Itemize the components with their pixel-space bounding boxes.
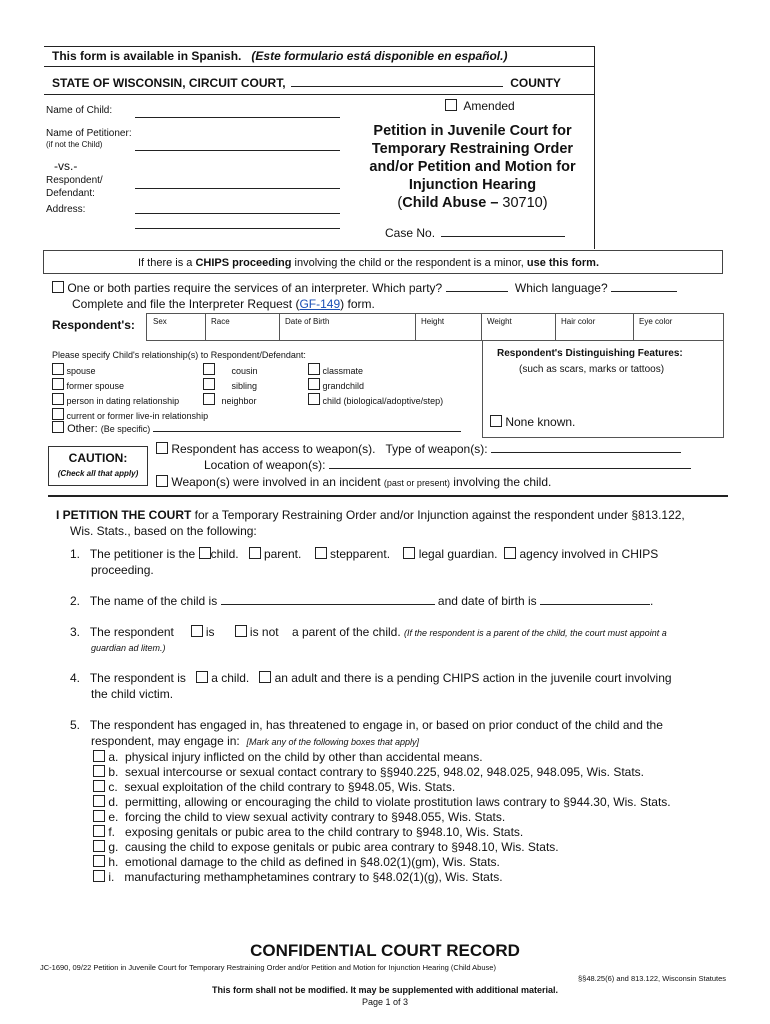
- rel-grandchild-checkbox[interactable]: [308, 378, 320, 390]
- rel-dating-checkbox[interactable]: [52, 393, 64, 405]
- petitioner-guardian-checkbox[interactable]: [403, 547, 415, 559]
- petitioner-field[interactable]: [135, 150, 340, 151]
- weapon-location-field[interactable]: [329, 468, 691, 469]
- interpreter-line-1: One or both parties require the services of an interpreter. Which party? Which language?: [52, 281, 677, 295]
- header-sex: Sex: [153, 317, 167, 326]
- weapon-incident-checkbox[interactable]: [156, 475, 168, 487]
- rel-neighbor-checkbox[interactable]: [203, 393, 215, 405]
- petitioner-note: (if not the Child): [46, 140, 103, 149]
- rel-classmate-checkbox[interactable]: [308, 363, 320, 375]
- petitioner-agency-checkbox[interactable]: [504, 547, 516, 559]
- no-modify-warning: This form shall not be modified. It may be supplemented with additional material.: [211, 985, 559, 995]
- petition-line-2: Wis. Stats., based on the following:: [70, 524, 257, 538]
- court-header: STATE OF WISCONSIN, CIRCUIT COURT, COUNTY: [52, 76, 561, 90]
- abuse-item-c[interactable]: c. sexual exploitation of the child contrary to §948.05, Wis. Stats.: [93, 780, 455, 795]
- rel-live-in[interactable]: current or former live-in relationship: [52, 408, 208, 421]
- form-id: JC-1690, 09/22 Petition in Juvenile Court for Temporary Restraining Order and/or Petition and Motion for Injunction Hearing (Child Abuse): [40, 963, 496, 972]
- abuse-item-g[interactable]: g. causing the child to expose genitals or pubic area contrary to §948.10, Wis. Stats.: [93, 840, 559, 855]
- rel-dating[interactable]: person in dating relationship: [52, 393, 179, 406]
- rel-former-spouse-checkbox[interactable]: [52, 378, 64, 390]
- rel-child[interactable]: child (biological/adoptive/step): [308, 393, 443, 406]
- item-2: 2. The name of the child is and date of birth is .: [70, 594, 654, 608]
- interpreter-party-field[interactable]: [446, 291, 508, 292]
- respondent-description-table: [146, 313, 724, 341]
- item-1-cont: proceeding.: [91, 563, 154, 577]
- case-number-field[interactable]: [441, 236, 565, 237]
- abuse-item-i[interactable]: i. manufacturing methamphetamines contrary to §48.02(1)(g), Wis. Stats.: [93, 870, 503, 885]
- form-title: Petition in Juvenile Court for Temporary Restraining Order and/or Petition and Motion for Injunction Hearing (Child Abuse – 30710): [369, 123, 576, 211]
- respondent-label-2: Defendant:: [46, 188, 95, 199]
- parent-is-not-checkbox[interactable]: [235, 625, 247, 637]
- abuse-item-e[interactable]: e. forcing the child to view sexual activity contrary to §948.055, Wis. Stats.: [93, 810, 505, 825]
- item-1: 1. The petitioner is the child. parent. stepparent. legal guardian. agency involved in CHIPS: [70, 547, 659, 561]
- respondent-child-checkbox[interactable]: [196, 671, 208, 683]
- child-name-field-2[interactable]: [221, 604, 435, 605]
- interpreter-line-2: Complete and file the Interpreter Request (GF-149) form.: [72, 297, 375, 311]
- item-4-cont: the child victim.: [91, 687, 174, 701]
- features-subtitle: (such as scars, marks or tattoos): [519, 364, 665, 375]
- parent-is-checkbox[interactable]: [191, 625, 203, 637]
- vs-label: -vs.-: [54, 159, 78, 173]
- abuse-f-checkbox[interactable]: [93, 825, 105, 837]
- header-race: Race: [211, 317, 230, 326]
- caution-box: CAUTION: (Check all that apply): [48, 446, 148, 486]
- weapon-type-field[interactable]: [491, 452, 681, 453]
- header-height: Height: [421, 317, 445, 326]
- abuse-item-f[interactable]: f. exposing genitals or pubic area to the child contrary to §948.10, Wis. Stats.: [93, 825, 523, 840]
- petitioner-child-checkbox[interactable]: [199, 547, 211, 559]
- child-name-field[interactable]: [135, 117, 340, 118]
- abuse-i-checkbox[interactable]: [93, 870, 105, 882]
- item-4: 4. The respondent is a child. an adult and there is a pending CHIPS action in the juvenile court involving: [70, 671, 672, 685]
- abuse-item-b[interactable]: b. sexual intercourse or sexual contact contrary to §§940.225, 948.02, 948.025, 948.095, Wis. Stats.: [93, 765, 644, 780]
- rel-former-spouse[interactable]: former spouse: [52, 378, 124, 391]
- caution-weapon-location: Location of weapon(s):: [204, 458, 691, 472]
- respondent-label-1: Respondent/: [46, 175, 103, 186]
- item-5: 5. The respondent has engaged in, has threatened to engage in, or based on prior conduct of the child and the: [70, 718, 663, 732]
- item-3: 3. The respondent is is not a parent of the child. (If the respondent is a parent of the child, the court must appoint a: [70, 625, 667, 639]
- gf-149-link[interactable]: GF-149: [299, 297, 341, 311]
- rel-other[interactable]: Other: (Be specific): [52, 421, 461, 435]
- features-none-known[interactable]: None known.: [490, 415, 575, 429]
- rel-spouse-checkbox[interactable]: [52, 363, 64, 375]
- chips-notice-text: If there is a CHIPS proceeding involving the child or the respondent is a minor, use this form.: [138, 257, 599, 269]
- caution-weapon-incident[interactable]: Weapon(s) were involved in an incident (past or present) involving the child.: [156, 475, 551, 489]
- none-known-checkbox[interactable]: [490, 415, 502, 427]
- rel-sibling-checkbox[interactable]: [203, 378, 215, 390]
- header-weight: Weight: [487, 317, 512, 326]
- abuse-h-checkbox[interactable]: [93, 855, 105, 867]
- rel-other-field[interactable]: [153, 431, 461, 432]
- interpreter-checkbox[interactable]: [52, 281, 64, 293]
- header-hair: Hair color: [561, 317, 596, 326]
- case-number: Case No.: [385, 226, 565, 240]
- petitioner-parent-checkbox[interactable]: [249, 547, 261, 559]
- respondent-field[interactable]: [135, 188, 340, 189]
- header-dob: Date of Birth: [285, 317, 330, 326]
- respondent-adult-checkbox[interactable]: [259, 671, 271, 683]
- county-field[interactable]: [291, 86, 503, 87]
- interpreter-language-field[interactable]: [611, 291, 677, 292]
- abuse-item-a[interactable]: a. physical injury inflicted on the child by other than accidental means.: [93, 750, 483, 765]
- abuse-e-checkbox[interactable]: [93, 810, 105, 822]
- confidential-heading: CONFIDENTIAL COURT RECORD: [250, 941, 520, 960]
- abuse-g-checkbox[interactable]: [93, 840, 105, 852]
- statutes: §§48.25(6) and 813.122, Wisconsin Statutes: [577, 974, 726, 983]
- header-eye: Eye color: [639, 317, 673, 326]
- rel-cousin-checkbox[interactable]: [203, 363, 215, 375]
- amended-checkbox[interactable]: [445, 99, 457, 111]
- petition-line-1: I PETITION THE COURT for a Temporary Restraining Order and/or Injunction against the respondent under §813.122,: [56, 508, 685, 522]
- rel-cousin[interactable]: cousin: [203, 363, 258, 376]
- spanish-notice: This form is available in Spanish. (Este formulario está disponible en español.): [52, 49, 508, 63]
- caution-weapon-access[interactable]: Respondent has access to weapon(s). Type of weapon(s):: [156, 442, 681, 456]
- address-field-2[interactable]: [135, 228, 340, 229]
- address-field-1[interactable]: [135, 213, 340, 214]
- petitioner-label: Name of Petitioner:: [46, 128, 132, 139]
- child-name-label: Name of Child:: [46, 105, 113, 116]
- rel-classmate[interactable]: classmate: [308, 363, 363, 376]
- respondent-label: Respondent's:: [52, 318, 135, 332]
- rel-other-checkbox[interactable]: [52, 421, 64, 433]
- weapon-access-checkbox[interactable]: [156, 442, 168, 454]
- relationship-prompt: Please specify Child's relationship(s) to Respondent/Defendant:: [52, 350, 306, 360]
- features-title: Respondent's Distinguishing Features:: [497, 348, 683, 359]
- address-label: Address:: [46, 204, 86, 215]
- rel-live-in-checkbox[interactable]: [52, 408, 64, 420]
- abuse-item-h[interactable]: h. emotional damage to the child as defined in §48.02(1)(gm), Wis. Stats.: [93, 855, 500, 870]
- abuse-item-d[interactable]: d. permitting, allowing or encouraging the child to violate prostitution laws contrary to §944.30, Wis. Stats.: [93, 795, 671, 810]
- item-5-line-2: respondent, may engage in: [Mark any of the following boxes that apply]: [91, 734, 420, 748]
- rel-neighbor[interactable]: neighbor: [203, 393, 257, 406]
- petitioner-stepparent-checkbox[interactable]: [315, 547, 327, 559]
- rel-grandchild[interactable]: grandchild: [308, 378, 364, 391]
- rel-sibling[interactable]: sibling: [203, 378, 257, 391]
- abuse-d-checkbox[interactable]: [93, 795, 105, 807]
- child-dob-field[interactable]: [540, 604, 650, 605]
- item-3-note: guardian ad litem.): [91, 643, 166, 653]
- page-number: Page 1 of 3: [361, 997, 409, 1007]
- abuse-a-checkbox[interactable]: [93, 750, 105, 762]
- rel-child-checkbox[interactable]: [308, 393, 320, 405]
- abuse-b-checkbox[interactable]: [93, 765, 105, 777]
- amended-option[interactable]: Amended: [445, 99, 515, 113]
- rel-spouse[interactable]: spouse: [52, 363, 96, 376]
- abuse-c-checkbox[interactable]: [93, 780, 105, 792]
